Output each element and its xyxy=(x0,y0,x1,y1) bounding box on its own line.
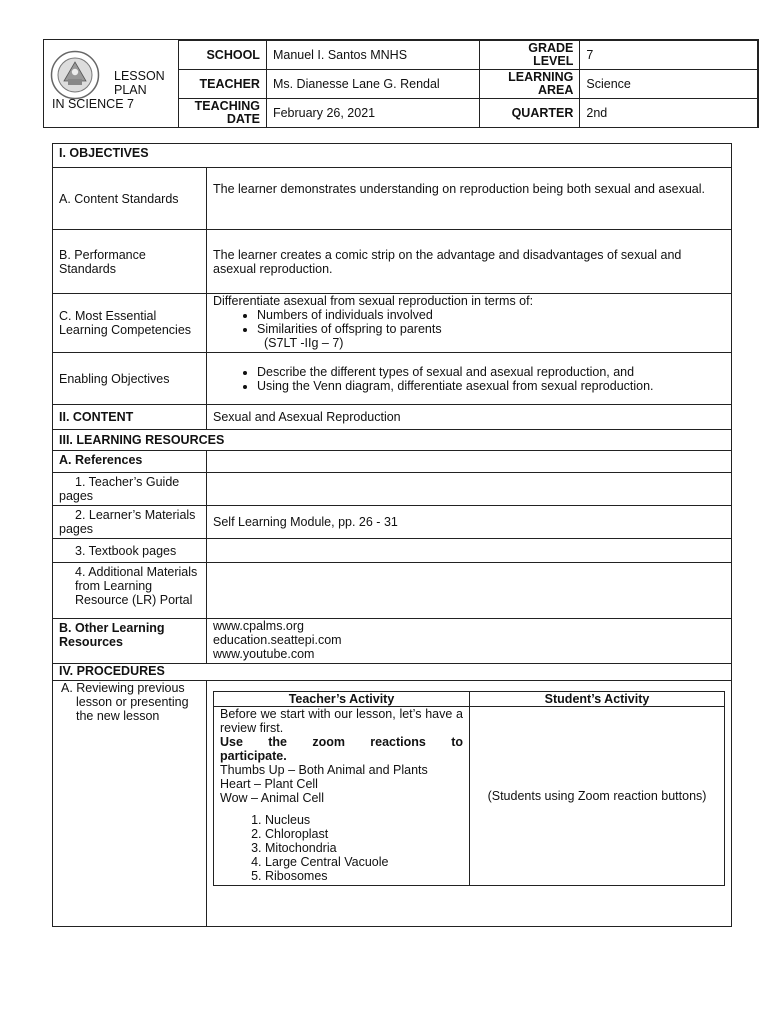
list-item: • Similarities of offspring to parents xyxy=(257,322,725,336)
resources-heading-row xyxy=(53,430,732,451)
resource-link[interactable]: www.youtube.com xyxy=(213,647,315,661)
teaching-date-value: February 26, 2021 xyxy=(266,99,480,128)
activity-table xyxy=(213,691,725,886)
references-value xyxy=(207,451,732,473)
content-standards-label: A. Content Standards xyxy=(53,168,207,230)
content-standards-row xyxy=(53,168,732,230)
learners-materials-text: 2. Learner’s Materials pages xyxy=(59,508,196,536)
header-row xyxy=(179,41,758,70)
enabling-objectives-list xyxy=(213,365,725,393)
teacher-value: Ms. Dianesse Lane G. Rendal xyxy=(266,70,480,99)
references-label: A. References xyxy=(53,451,207,473)
title-line: IN SCIENCE 7 xyxy=(52,97,134,111)
melc-label-text: C. Most Essential Learning Competencies xyxy=(59,309,192,337)
header-row xyxy=(179,70,758,99)
list-item: • Using the Venn diagram, differentiate asexual from sexual reproduction. xyxy=(257,379,725,393)
grade-level-label: GRADE LEVEL xyxy=(480,41,580,70)
procedure-step-text: A. Reviewing previous lesson or presenting the new lesson xyxy=(61,681,189,723)
melc-list xyxy=(213,308,725,336)
teachers-guide-text: 1. Teacher’s Guide pages xyxy=(59,475,180,503)
lesson-plan-header xyxy=(43,39,759,128)
list-item: 4. Large Central Vacuole xyxy=(265,855,463,869)
enabling-objectives-content xyxy=(207,353,732,405)
list-item: • Numbers of individuals involved xyxy=(257,308,725,322)
list-item: • Describe the different types of sexual and asexual reproduction, and xyxy=(257,365,725,379)
other-resources-links xyxy=(207,619,732,664)
lesson-plan-body xyxy=(52,143,732,927)
references-row xyxy=(53,451,732,473)
header-logo-block xyxy=(44,40,177,126)
title-line: PLAN xyxy=(114,83,147,97)
melc-label xyxy=(53,294,207,353)
content-standards-text: The learner demonstrates understanding on reproduction being both sexual and asexual. xyxy=(207,168,732,230)
teachers-guide-row xyxy=(53,473,732,506)
melc-intro: Differentiate asexual from sexual reproduction in terms of: xyxy=(213,294,534,308)
objectives-heading-row xyxy=(53,144,732,168)
melc-code: (S7LT -IIg – 7) xyxy=(264,336,344,350)
activity-instruction-text: Use the zoom reactions to participate xyxy=(220,735,463,763)
school-value: Manuel I. Santos MNHS xyxy=(266,41,480,70)
textbook-row xyxy=(53,539,732,563)
reaction-mapping: Wow – Animal Cell xyxy=(220,791,324,805)
enabling-objectives-row xyxy=(53,353,732,405)
activity-instruction: Use the zoom reactions to participate. xyxy=(220,735,463,763)
learning-area-value: Science xyxy=(580,70,758,99)
organelle-list xyxy=(220,813,463,883)
melc-row xyxy=(53,294,732,353)
enabling-objectives-label: Enabling Objectives xyxy=(53,353,207,405)
quarter-label: QUARTER xyxy=(480,99,580,128)
additional-materials-label: 4. Additional Materials from Learning Resource (LR) Portal xyxy=(53,563,207,619)
additional-materials-row xyxy=(53,563,732,619)
procedure-step-content xyxy=(207,681,732,927)
performance-standards-row xyxy=(53,230,732,294)
list-item: 3. Mitochondria xyxy=(265,841,463,855)
list-item: 1. Nucleus xyxy=(265,813,463,827)
content-text: Sexual and Asexual Reproduction xyxy=(207,405,732,430)
teacher-activity-cell xyxy=(214,707,470,886)
header-info-table xyxy=(178,40,758,128)
activity-intro: Before we start with our lesson, let’s have a review first. xyxy=(220,707,463,735)
reaction-mapping: Heart – Plant Cell xyxy=(220,777,318,791)
list-item: 5. Ribosomes xyxy=(265,869,463,883)
lesson-plan-title xyxy=(52,69,174,111)
learners-materials-row xyxy=(53,506,732,539)
teaching-date-label: TEACHING DATE xyxy=(179,99,267,128)
header-row xyxy=(179,99,758,128)
activity-table-header xyxy=(214,692,725,707)
school-label: SCHOOL xyxy=(179,41,267,70)
reaction-mapping: Thumbs Up – Both Animal and Plants xyxy=(220,763,428,777)
resource-link[interactable]: www.cpalms.org xyxy=(213,619,304,633)
content-row xyxy=(53,405,732,430)
melc-content xyxy=(207,294,732,353)
quarter-value: 2nd xyxy=(580,99,758,128)
objectives-heading: I. OBJECTIVES xyxy=(53,144,732,168)
teacher-activity-header: Teacher’s Activity xyxy=(214,692,470,707)
procedure-step-label xyxy=(53,681,207,927)
list-item: 2. Chloroplast xyxy=(265,827,463,841)
title-line: LESSON xyxy=(114,69,165,83)
student-activity-cell: (Students using Zoom reaction buttons) xyxy=(470,707,725,886)
performance-standards-label: B. Performance Standards xyxy=(53,230,207,294)
additional-materials-value xyxy=(207,563,732,619)
textbook-value xyxy=(207,539,732,563)
performance-standards-text: The learner creates a comic strip on the advantage and disadvantages of sexual and asexual reproduction. xyxy=(207,230,732,294)
procedures-heading-row xyxy=(53,664,732,681)
activity-table-row xyxy=(214,707,725,886)
teachers-guide-value xyxy=(207,473,732,506)
student-activity-header: Student’s Activity xyxy=(470,692,725,707)
teacher-label: TEACHER xyxy=(179,70,267,99)
content-heading: II. CONTENT xyxy=(53,405,207,430)
learners-materials-label xyxy=(53,506,207,539)
procedures-heading: IV. PROCEDURES xyxy=(53,664,732,681)
learners-materials-value: Self Learning Module, pp. 26 - 31 xyxy=(207,506,732,539)
teachers-guide-label xyxy=(53,473,207,506)
grade-level-value: 7 xyxy=(580,41,758,70)
other-resources-label: B. Other Learning Resources xyxy=(53,619,207,664)
procedure-step-row xyxy=(53,681,732,927)
other-resources-row xyxy=(53,619,732,664)
resources-heading: III. LEARNING RESOURCES xyxy=(53,430,732,451)
learning-area-label: LEARNING AREA xyxy=(480,70,580,99)
resource-link[interactable]: education.seattepi.com xyxy=(213,633,342,647)
textbook-label: 3. Textbook pages xyxy=(53,539,207,563)
